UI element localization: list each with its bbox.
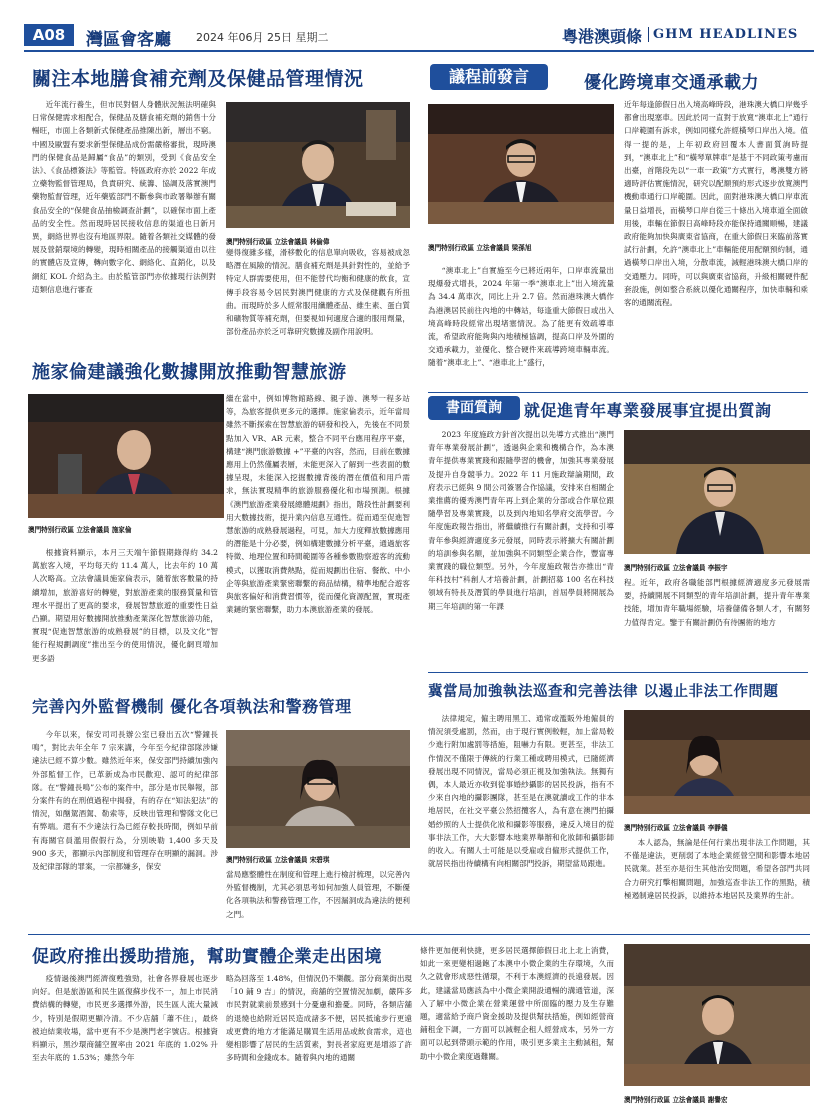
article-5-column-2: 當局應整體性在制度和管理上進行檢討梳理，以完善內外監督機制，尤其必須思考如何加強人員管理，不斷優化各項執法和警務管理工作，不因漏洞成為違法的便利之門。 <box>226 870 410 919</box>
article-2-caption: 澳門特別行政區 立法會議員 梁孫旭 <box>428 244 532 252</box>
article-4-top-rule <box>428 392 808 393</box>
article-5-column-1: 今年以來，保安司司長辦公室已發出五次“警鐘長鳴”，對比去年全年 7 宗來講，今年至今紀律部隊涉嫌違法已經不算少數。雖然近年來，保安部門持續加強內外部監督工作，已革新成為市民歡迎、認可的紀律部隊。在“警鐘長鳴”公布的案件中，部分是市民舉報，部分案件有的在刑偵過程中揭發，有的存在“知法犯法”的情況，如酗駕酒駕、勒索等，反映出管理和警隊文化已有弊端。還有不少違法行為已經存較長時間，例如早前有海關官員濫用假假行為，分別映勒 1,400 多天及 900 多天，都顯示內部制度和管理存在明顯的漏洞。涉及紀律部隊的罪案，一宗都嫌多，保安 <box>32 730 218 872</box>
issue-date: 2024 年06月 25日 星期二 <box>196 31 329 44</box>
article-2-photo <box>428 104 614 224</box>
article-2-column-2: 近年每逢節假日出入境高峰時段，港珠澳大橋口岸幾乎都會出現塞車。因此於同一直對于放寬“澳車北上”通行口岸範圍有訴求，例如同樣允許經橫琴口岸出入境。值得一提的是，上年初政府回覆本人書面質詢時提到，“澳車北上”和“橫琴單牌車”是基于不同政策考慮而出臺，首階段先以“一車一政策”方式實行，粵澳雙方將適時評估實施情況，研究以配額預約形式逐步放寬澳門機動車通行口岸範圍。因此，面對港珠澳大橋口岸車流量日益增長，而橫琴口岸自從三十條出入境車道全面啟用後，車輛在節假日高峰時段亦能保持通關順暢，建議政府能夠加快與廣東省協商，在重大節假日來臨前落實試行計劃，允許“澳車北上”車輛能使用配額預約制，通過橫琴口岸出入境，分散車流，減輕港珠澳大橋口岸的交通壓力。同時，可以與廣東省協商，升級相關硬件配套設施，例如整合系統以優化通關程序，加快車輛和乘客的通關流程。 <box>624 100 808 308</box>
article-3-column-2: 繼在當中，例如博物館路線、親子游、澳琴一程多站等，為旅客提供更多元的選擇。施家倫表示，近年當局雖然不斷探索在智慧旅游的研發和投入，先後在不同景點加入 VR、AR 元素，整合不同平台應用程序平臺，構建“澳門旅游數據 +”平臺的內容，然而，目前在數據應用上仍然僅屬表層，未能更深入了解到一些表面的數據呈現，未能深入挖掘數據背後的潛在價值和用戶需求，無法實現精準的旅游服務優化和市場預測。根據《澳門旅游產業發展總體規劃》指出，階段性計劃要利用大數據技術，提升業內信息互通性。從而通至促進智慧旅游的成熟發展過程，可見，加大力度釋放數據應用的潛能是十分必要，例如構建數據分析平臺，通過旅客特徵、地理位置和時間範圍等各種參數勘察遊客的流動模式，以獲取消費熱點，從而規劃出住宿、餐飲、中小企等與旅游產業緊密聯繫的商品結構，精準地配合遊客與旅客偏好和消費習慣等，從而優化資源配置，實現產業鏈的緊密聯繫，助力本澳旅游產業的發展。 <box>226 394 410 615</box>
article-6-column-2: 本人認為，無論是任何行業出現非法工作問題，其不僅是違法，更削弱了本地企業經營空間和影響本地居民就業。甚至亦是衍生其他治安問題，希望各部門共同合力研究打擊相關問題，加強巡查非法工作的黑點，積極遏制違居民投訴，以維持本地居民及業界的生計。 <box>624 838 810 900</box>
section-title: 灣區會客廳 <box>86 30 171 50</box>
article-7-photo <box>624 944 810 1086</box>
article-3-column-1: 根據資料顯示，本月三天端午節假期錄得約 34.2 萬旅客入境，平均每天約 11.4 萬人，比去年約 10 萬人次略高。立法會議員施家倫表示，隨着旅客數量的持續增加，旅游喜好的轉變，對旅游產業的服務質量和管理水平提出了更高的要求，發展智慧旅遊的重要性日益凸顯。期望用好數據開放推動產業深化智慧旅游功能，實現“促進智慧旅游的成熟發展”的目標，以及文化“智能行程規劃調度”推出至今的使用情況，優化網頁增加更多語 <box>32 548 218 663</box>
article-3-caption: 澳門特別行政區 立法會議員 施家倫 <box>28 526 132 534</box>
article-7-headline: 促政府推出援助措施，幫助實體企業走出困境 <box>32 947 382 967</box>
person-photo-icon <box>428 104 614 224</box>
article-1-column-2: 變得復雜多樣，滑移數化的信息單向吸收，容易被成忽略潛在風險的情況。膳食補充劑是具針對性的，並給予特定人群需要使用，但不能替代均衡和健康的飲食，宣傳手段容易令居民對澳門健康的方式及保健觀有所扭曲。而現時於多人經常服用纖體產品、維生素、蛋白質和礦物質等補充劑，但要視如何適度合適的服用劑量，部份產品亦於乏可靠研究數據及副作用說明。 <box>226 248 410 337</box>
article-6-photo <box>624 710 810 814</box>
article-1-headline: 關注本地膳食補充劑及保健品管理情況 <box>32 68 364 90</box>
article-2-column-1: “澳車北上”自實施至今已將近兩年，口岸車流量出現爆發式增長，2024 年第一季“澳車北上”出入境流量為 34.4 萬車次，同比上升 2.7 倍。然而港珠澳大橋作為港澳居民前往內地的中轉站，每逢重大節假日或出入境高峰時段經常出現堵塞情況。為了能更有效疏導車流，希望政府能夠與內地積極協調，提高口岸及外圍的交通承載力，並優化、整合硬件來疏導跨境車輛車流。隨着“澳車北上”、“港車北上”盛行， <box>428 266 614 368</box>
article-7-caption: 澳門特別行政區 立法會議員 謝譽宏 <box>624 1096 728 1104</box>
article-6-caption: 澳門特別行政區 立法會議員 李靜儀 <box>624 824 728 832</box>
person-photo-icon <box>226 102 410 228</box>
article-3-photo <box>28 394 224 518</box>
article-6-headline: 冀當局加強執法巡查和完善法律 以遏止非法工作問題 <box>428 684 779 700</box>
masthead <box>0 0 836 56</box>
article-1-photo <box>226 102 410 228</box>
article-4-column-1: 2023 年度施政方針首次提出以先導方式推出“澳門青年專業發展計劃”，透過與企業和機構合作，為本澳青年提供專業實踐和跟隨學習的機會，加強其專業發展及提升自身競爭力。2022 年 11 月施政辯論期間，政府表示已經與 9 間公司簽署合作協議，安排來自相關企業推薦的優秀澳門青年再上到企業的分部或合作單位跟隨學習及專業實踐，以及到內地知名學府交流學習。今年度施政報告指出，將繼續推行有關計劃，支持和引導青年參與經濟適度多元發展，同時表示將擴大有關計劃的培訓參與名額，並加強與不同類型企業合作，豐富專業實踐的職位類型。另外，今年度施政報告亦推出“青年科技村”科創人才培養計劃，計劃招募 100 名在科技領域有特長及潛質的學員進行培訓，首屆學員將開展為期三年培訓的第一年課 <box>428 430 614 611</box>
person-photo-icon <box>624 944 810 1086</box>
article-5-caption: 澳門特別行政區 立法會議員 宋碧琪 <box>226 856 330 864</box>
article-5-photo <box>226 730 410 848</box>
article-4-tag: 書面質詢 <box>428 396 520 420</box>
article-3-headline: 施家倫建議強化數據開放推動智慧旅游 <box>32 362 347 383</box>
article-5-headline: 完善內外監督機制 優化各項執法和警務管理 <box>32 697 352 716</box>
article-7-top-rule <box>28 934 810 935</box>
article-7-column-3: 條件更加便利快捷，更多居民選擇節假日北上北上消費，如此一來更變相過飽了本澳中小微企業的生存環境，久而久之就會形成惡性循環，不利于本澳經濟的長遠發展。因此，建議當局應該為中小微企業開設通暢的溝通管道，深入了解中小微企業在營業運營中所面臨的壓力及生存難題，適當給予商戶資金援助及提供幫扶措施，例如經營商鋪租金下調，一方面可以減輕企租人經營成本，另外一方面可以起到帶頭示範的作用，吸引更多業主主動減租，幫助中小微企業度過難關。 <box>420 946 614 1061</box>
person-photo-icon <box>28 394 224 518</box>
article-7-column-1: 疫情過後澳門經濟復甦強勁，社會各界發展也逐步向好。但是旅游區和民生區復蘇步伐不一，加上市民消費結構的轉變，市民更多選擇外游，民生區人流大量減少，特別是假期更顯冷清。不少店舖「蕭不住」，最終被迫結業收場，當中更有不少是澳門老字號店。根據資料顯示，黑沙環商舖空置率由 2021 年底的 1.02% 升至去年底的 1.53%；雖然今年 <box>32 974 218 1063</box>
masthead-rule <box>24 50 814 52</box>
brand-name-cn: 粵港澳頭條 <box>562 27 643 46</box>
article-4-photo <box>624 430 810 554</box>
article-4-column-2: 程。近年，政府各職能部門根據經濟適度多元發展需要，持續開展不同類型的青年培訓計劃，提升青年專業技能，增加青年職場經驗，培養儲備各類人才，有關努力值得肯定。鑒于有關計劃仍有待團術的地方 <box>624 578 810 627</box>
brand-name-en: GHM HEADLINES <box>648 27 798 42</box>
article-7-column-2: 略為回落至 1.48%，但情況仍不樂觀。部分商業街出現「10 鋪 9 吉」的情況，商舖的空置情況加劇，嚴阵多市民對就業前景感到十分憂慮和擔憂。同時，各類店舖的退燒也給附近居民造成諸多不便，居民抵逾步行更遠或更費的地方才能滿足購買生活用品或飲食需求，這也變相影響了居民的生活質素，對長者家庭更是增添了許多時間和金錢成本。隨着與內地的通關 <box>226 974 412 1063</box>
article-1-column-1: 近年流行養生，但市民對個人身體狀況無法明確與日常保健需求相配合，保健品及膳食補充劑的銷售十分暢旺，市面上各類新式保健產品推陳出新，層出不窮。中國及歐盟有要求新型保健品成份需嚴格審批，現時澳門的保健食品是歸屬“食品”的類別，受到《食品安全法》、《食品標簽法》等監管。特區政府亦於 2022 年成立藥物監督管理局，負責研究、統籌、協調及落實澳門藥物監督管理，近年藥監部門不斷參與市政署舉辦有關食品安全的“保健食品抽檢調查計劃”，以確保市面上產品的安全性。然而現時居民接收信息的渠道也日新月異，網絡世界也沒有地區界限。隨着各類社交媒體的發展及營銷環境的轉變，現時相關產品的接觸渠道由以往的實體店及宣傳，轉向數字化、網絡化、直銷化，以及網紅 KOL 介紹為主。由於監管部門亦依據現行法例對這類信息進行審查 <box>32 100 216 294</box>
article-6-column-1: 法律規定，僱主聘用黑工、通常或濫販外地僱員的情況須受處罰，然而，由于現行實例較輕，加上當局較少進行附加處罰等措施，阻嚇力有限。更甚至，非法工作情況不僅限于傳統的行業工種或聘用模式，已隨經濟發展出現不同情況，當局必須正視及加強執法。無獨有偶，本人最近亦收到從事婚紗攝影的居民投訴，指有不少來自內地的攝影團隊，甚至是在澳就讀或工作的非本地居民，在社交平臺公然招攬客人，為有意在澳門拍攝婚紗照的人士提供化妝和攝影等服務，違反入境目的從事非法工作，大大影響本地業界舉辦和化妝師和攝影師的收入。有關人士可能是以受雇或自僱形式提供工作，就居民指出待續構有向相關部門投訴，期望當局跟進。 <box>428 714 614 869</box>
person-photo-icon <box>624 430 810 554</box>
page-number: A08 <box>24 24 74 46</box>
article-4-caption: 澳門特別行政區 立法會議員 李振宇 <box>624 564 728 572</box>
article-6-top-rule <box>428 672 808 673</box>
person-photo-icon <box>624 710 810 814</box>
article-2-tag: 議程前發言 <box>430 64 548 90</box>
article-2-headline: 優化跨境車交通承載力 <box>584 73 759 93</box>
article-4-headline: 就促進青年專業發展事宜提出質詢 <box>524 401 772 420</box>
person-photo-icon <box>226 730 410 848</box>
article-1-caption: 澳門特別行政區 立法會議員 林倫偉 <box>226 238 330 246</box>
